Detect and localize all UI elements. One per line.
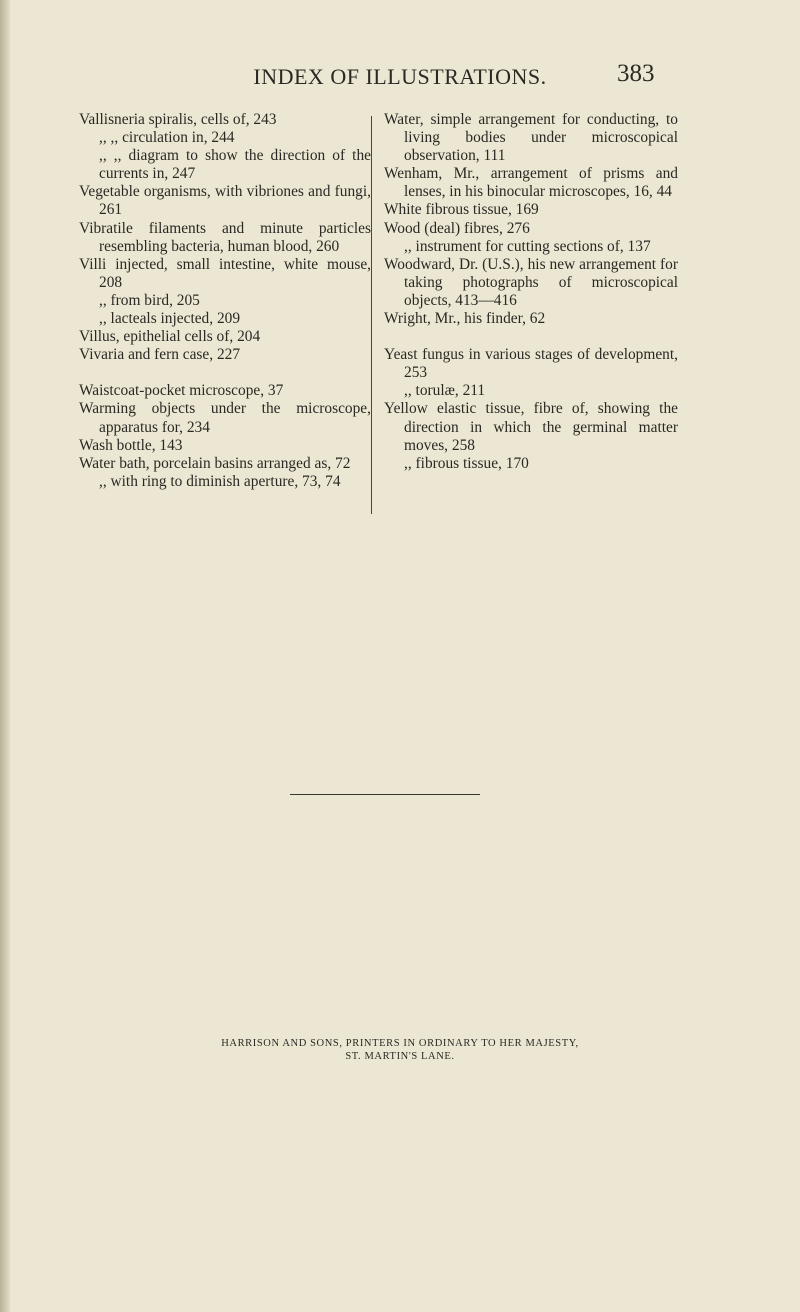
index-group (79, 382, 371, 491)
index-group (384, 111, 678, 328)
index-group (79, 111, 371, 364)
imprint-line-1: HARRISON AND SONS, PRINTERS IN ORDINARY TO HER MAJESTY, (221, 1038, 579, 1049)
index-entry: ,, with ring to diminish aperture, 73, 74 (99, 472, 341, 490)
index-entry: ,, from bird, 205 (99, 291, 200, 309)
page-header (0, 60, 800, 94)
index-entry: Wash bottle, 143 (79, 436, 183, 454)
index-entry: ,, lacteals injected, 209 (99, 310, 241, 328)
index-entry: Wenham, Mr., arrangement of prisms and lenses, in his binocular microscopes, 16, 44 (384, 165, 678, 201)
imprint-line-2: ST. MARTIN'S LANE. (345, 1051, 455, 1062)
index-entry: Yellow elastic tissue, fibre of, showing the direction in which the germinal matter moves, 258 (384, 400, 678, 454)
index-entry: ,, ,, diagram to show the direction of the currents in, 247 (99, 147, 371, 183)
printer-imprint (0, 1037, 800, 1063)
index-entry: Vivaria and fern case, 227 (79, 346, 241, 364)
index-entry: Vegetable organisms, with vibriones and fungi, 261 (79, 183, 371, 219)
index-column-right (384, 111, 678, 473)
index-entry: Warming objects under the microscope, apparatus for, 234 (79, 400, 371, 436)
index-entry: Water, simple arrangement for conducting, to living bodies under microscopical observation, 111 (384, 111, 678, 165)
index-entry: Woodward, Dr. (U.S.), his new arrangement for taking photographs of microscopical objects, 413—416 (384, 255, 678, 309)
index-entry: White fibrous tissue, 169 (384, 201, 539, 219)
running-title: INDEX OF ILLUSTRATIONS. (253, 64, 547, 89)
index-entry: ,, torulæ, 211 (404, 382, 486, 400)
column-divider (371, 116, 372, 514)
index-entry: Yeast fungus in various stages of development, 253 (384, 346, 678, 382)
index-entry: Water bath, porcelain basins arranged as, 72 (79, 454, 351, 472)
index-entry: Wright, Mr., his finder, 62 (384, 310, 546, 328)
index-entry: Villi injected, small intestine, white mouse, 208 (79, 255, 371, 291)
index-entry: Vallisneria spiralis, cells of, 243 (79, 111, 277, 128)
page-edge (0, 0, 10, 1312)
group-gap (79, 364, 371, 382)
index-entry: Villus, epithelial cells of, 204 (79, 328, 261, 346)
index-entry: Waistcoat-pocket microscope, 37 (79, 382, 284, 400)
index-group (384, 346, 678, 473)
closing-rule (290, 794, 480, 795)
index-entry: Wood (deal) fibres, 276 (384, 219, 530, 237)
index-entry: ,, fibrous tissue, 170 (404, 454, 529, 472)
index-column-left (79, 111, 371, 491)
page-number: 383 (617, 60, 655, 87)
index-entry: ,, ,, circulation in, 244 (99, 129, 235, 147)
index-entry: Vibratile filaments and minute particles resembling bacteria, human blood, 260 (79, 219, 371, 255)
index-entry: ,, instrument for cutting sections of, 137 (404, 237, 651, 255)
group-gap (384, 328, 678, 346)
